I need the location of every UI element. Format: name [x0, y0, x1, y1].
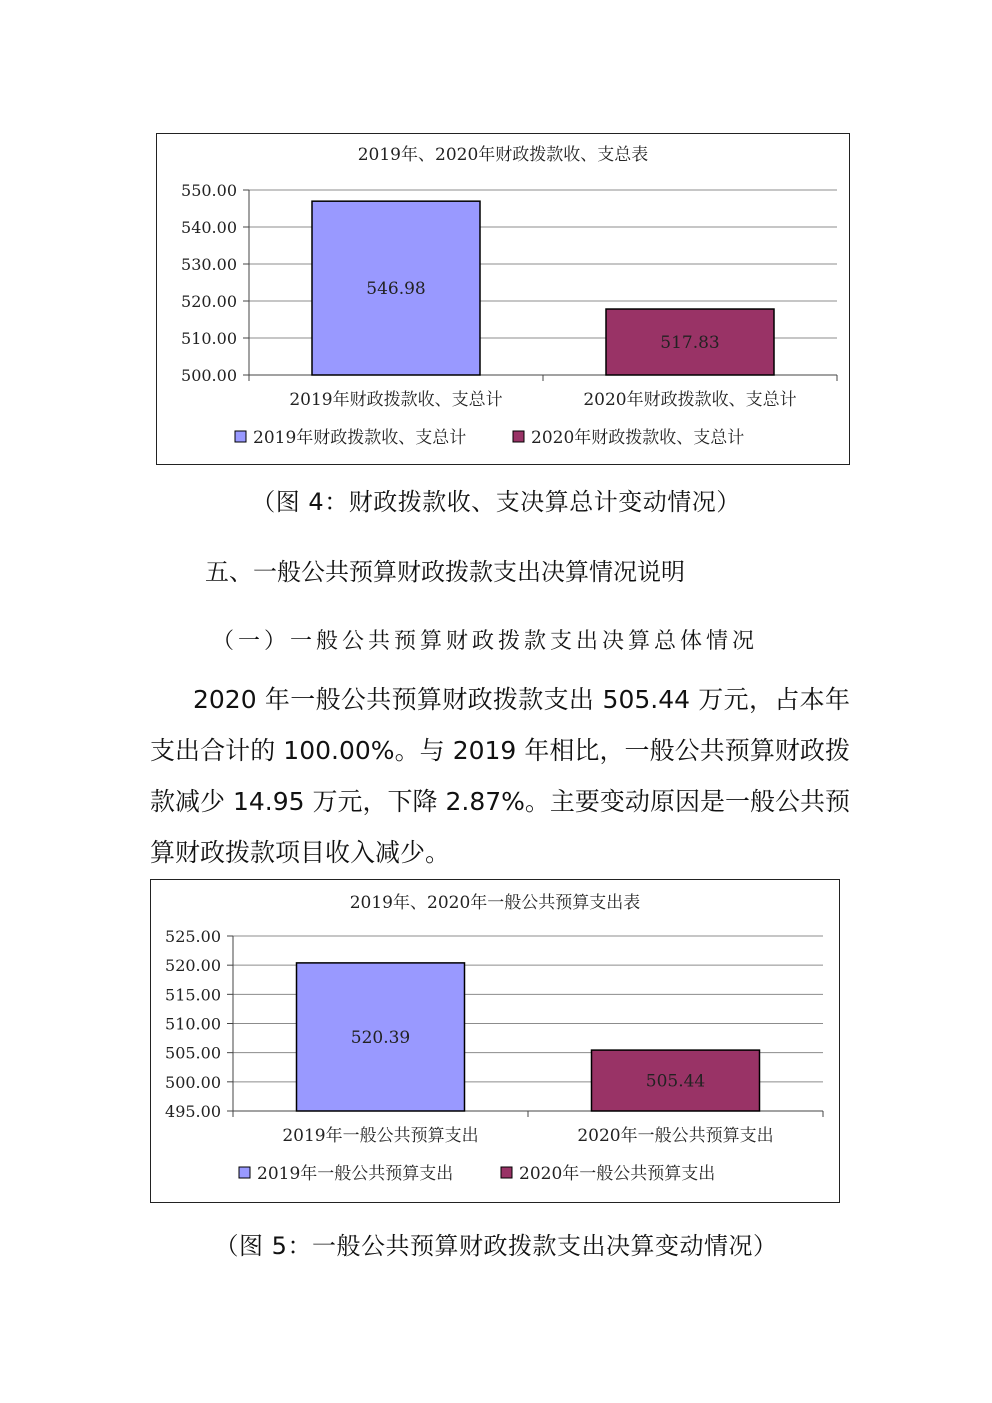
x-category-label: 2020年一般公共预算支出: [577, 1126, 774, 1146]
bar-value-label: 517.83: [660, 333, 720, 354]
y-tick-label: 515.00: [165, 985, 221, 1005]
chart-title: 2019年、2020年一般公共预算支出表: [349, 893, 641, 913]
chart-fig4: [156, 133, 850, 465]
bar-value-label: 520.39: [350, 1027, 411, 1048]
legend-swatch: [513, 431, 524, 442]
section-paragraph: [150, 674, 850, 878]
legend-label: 2020年一般公共预算支出: [519, 1164, 716, 1184]
y-tick-label: 520.00: [181, 292, 237, 311]
y-tick-label: 495.00: [165, 1102, 221, 1121]
legend-swatch: [501, 1167, 512, 1178]
y-tick-label: 540.00: [181, 218, 237, 237]
paragraph-text: 2020 年一般公共预算财政拨款支出 505.44 万元，占本年支出合计的 100.00%。与 2019 年相比，一般公共预算财政拨款减少 14.95 万元，下降 2.87%。主要变动原因是一般公共预算财政拨款项目收入减少。: [150, 685, 850, 867]
y-tick-label: 505.00: [165, 1043, 221, 1063]
y-tick-label: 530.00: [181, 255, 237, 274]
y-tick-label: 510.00: [181, 329, 237, 348]
chart-fig4-svg: [157, 134, 849, 464]
chart-fig5: [150, 879, 840, 1203]
legend-label: 2020年财政拨款收、支总计: [531, 428, 745, 448]
y-tick-label: 525.00: [165, 927, 221, 946]
figure-5-caption: （图 5：一般公共预算财政拨款支出决算变动情况）: [214, 1232, 778, 1260]
figure-4-caption: （图 4：财政拨款收、支决算总计变动情况）: [251, 488, 741, 516]
chart-fig5-svg: [151, 880, 839, 1202]
section-subheading: （一）一般公共预算财政拨款支出决算总体情况: [212, 629, 759, 654]
bar-value-label: 505.44: [645, 1071, 706, 1092]
y-tick-label: 550.00: [181, 181, 237, 200]
legend-swatch: [239, 1167, 250, 1178]
legend-label: 2019年一般公共预算支出: [257, 1164, 454, 1184]
x-category-label: 2019年一般公共预算支出: [282, 1126, 479, 1146]
y-tick-label: 500.00: [165, 1072, 221, 1092]
legend-swatch: [235, 431, 246, 442]
y-tick-label: 500.00: [181, 366, 237, 385]
x-category-label: 2020年财政拨款收、支总计: [583, 390, 797, 410]
x-category-label: 2019年财政拨款收、支总计: [289, 390, 503, 410]
chart-title: 2019年、2020年财政拨款收、支总表: [357, 145, 649, 165]
y-tick-label: 520.00: [165, 956, 221, 976]
bar-value-label: 546.98: [366, 279, 426, 300]
y-tick-label: 510.00: [165, 1014, 221, 1034]
section-heading: 五、一般公共预算财政拨款支出决算情况说明: [205, 558, 685, 586]
legend-label: 2019年财政拨款收、支总计: [253, 428, 467, 448]
